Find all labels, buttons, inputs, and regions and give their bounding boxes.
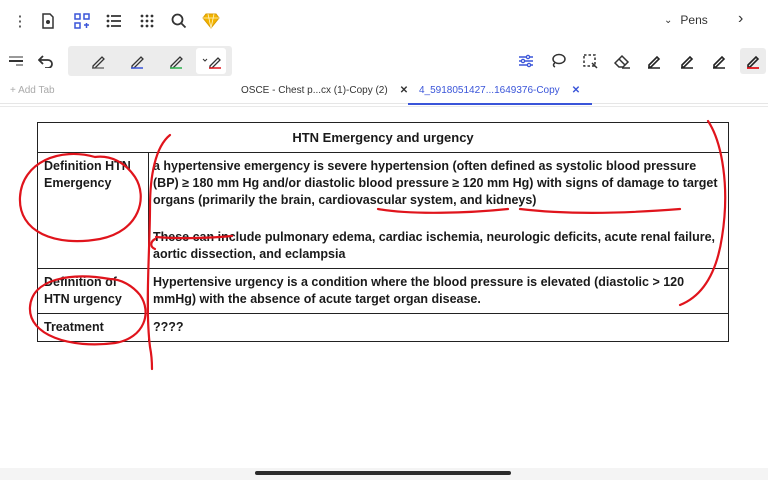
tab-label: OSCE - Chest p...cx (1)-Copy (2) (241, 85, 388, 96)
add-tab-button[interactable]: + Add Tab (10, 85, 55, 96)
undo-icon[interactable] (36, 51, 56, 71)
chevron-down-icon: ⌄ (664, 14, 673, 26)
list-icon[interactable] (104, 11, 124, 31)
table-row (38, 269, 729, 314)
pen-tool-3-icon[interactable] (709, 51, 729, 71)
grid-apps-icon[interactable] (72, 11, 92, 31)
emergency-definition-text: a hypertensive emergency is severe hypertension (often defined as systolic blood pressure (BP) ≥ 180 mm Hg and/or diastolic blood pressure ≥ 120 mm Hg) with signs of damage to target organs (primarily the brain, cardiovascular system, and kidneys) (153, 159, 718, 207)
pen-toolbar (0, 44, 768, 78)
table-row (38, 153, 729, 269)
row-label-emergency: Definition HTN Emergency (38, 153, 149, 269)
premium-gem-icon[interactable] (201, 11, 221, 31)
more-vertical-icon[interactable]: ⋮ (12, 13, 28, 30)
search-icon[interactable] (169, 11, 189, 31)
chevron-right-icon[interactable]: › (738, 10, 744, 27)
settings-sliders-icon[interactable] (516, 51, 536, 71)
pen-tool-red-icon[interactable] (743, 51, 763, 71)
table-row (38, 123, 729, 153)
tab-osce-chest[interactable] (241, 85, 408, 96)
home-indicator[interactable] (255, 471, 511, 475)
pen-red-icon[interactable] (202, 51, 222, 71)
emergency-examples-text: These can include pulmonary edema, cardiac ischemia, neurologic deficits, acute renal failure, aortic dissection, and eclampsia (153, 230, 715, 261)
active-tab-indicator (408, 103, 592, 105)
treatment-text: ???? (149, 314, 729, 342)
top-toolbar (0, 0, 768, 42)
pen-tool-2-icon[interactable] (677, 51, 697, 71)
pen-tool-1-icon[interactable] (644, 51, 664, 71)
table-row (38, 314, 729, 342)
row-content-emergency (149, 153, 729, 269)
pens-label: Pens (680, 13, 708, 27)
table-title: HTN Emergency and urgency (38, 123, 729, 153)
tab-active-document[interactable] (419, 85, 580, 96)
pen-blue-icon[interactable] (127, 51, 147, 71)
row-label-urgency: Definition of HTN urgency (38, 269, 149, 314)
lasso-icon[interactable] (548, 51, 568, 71)
close-icon[interactable]: ✕ (571, 85, 581, 96)
row-label-treatment: Treatment (38, 314, 149, 342)
tab-label: 4_5918051427...1649376-Copy (419, 85, 560, 96)
select-region-icon[interactable] (580, 51, 600, 71)
eraser-icon[interactable] (612, 51, 632, 71)
htn-table (37, 122, 729, 342)
document-icon[interactable] (38, 11, 58, 31)
pen-black-icon[interactable] (88, 51, 108, 71)
pens-dropdown[interactable] (664, 13, 708, 27)
pen-green-icon[interactable] (166, 51, 186, 71)
stroke-width-icon[interactable] (6, 51, 26, 71)
urgency-definition-text: Hypertensive urgency is a condition where the blood pressure is elevated (diastolic > 120 mmHg) with the absence of acute target organ disease. (149, 269, 729, 314)
document-canvas[interactable] (0, 106, 768, 470)
close-icon[interactable]: ✕ (399, 85, 409, 96)
tab-bar (0, 80, 768, 104)
grid-dots-icon[interactable] (137, 11, 157, 31)
